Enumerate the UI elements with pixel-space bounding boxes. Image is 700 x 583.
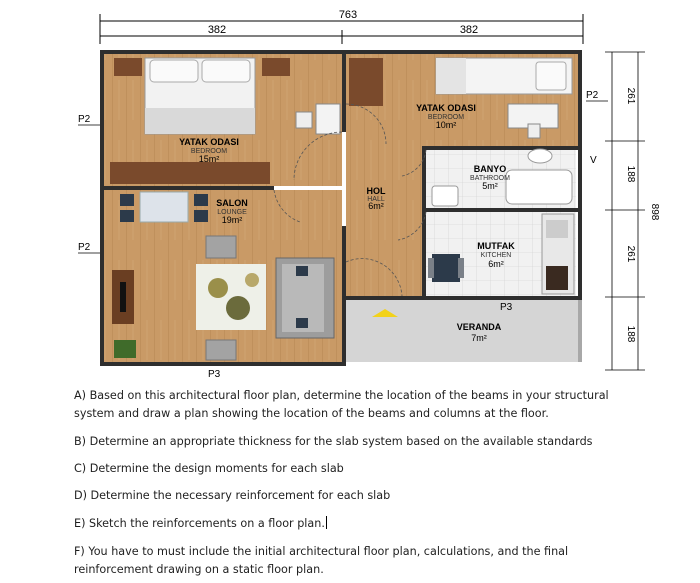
room-bathroom-area: 5m² [482, 181, 498, 191]
armchair [206, 236, 236, 258]
window-label-p2: P2 [78, 114, 91, 125]
veranda-edge [578, 300, 582, 362]
window-label-p3: P3 [500, 302, 513, 313]
right-dimension [605, 52, 645, 370]
plant [114, 340, 136, 358]
room-salon-area: 19m² [221, 215, 243, 225]
question-a: A) Based on this architectural floor plan, determine the location of the beams in your structural system and draw a plan showing the location of the beams and columns at the floor. [74, 389, 609, 420]
armchair [206, 340, 236, 360]
wardrobe [349, 58, 383, 106]
double-bed [145, 58, 255, 134]
room-bedroom-15-name: YATAK ODASI [179, 137, 239, 147]
nightstand [262, 58, 290, 76]
room-kitchen-name: MUTFAK [477, 241, 515, 251]
question-d: D) Determine the necessary reinforcement for each slab [74, 489, 391, 502]
room-hall-area: 6m² [368, 201, 384, 211]
room-bathroom-sub: BATHROOM [470, 175, 510, 182]
window-label-p2: P2 [78, 242, 91, 253]
dim-left: 382 [207, 24, 227, 36]
text-cursor [326, 516, 327, 529]
room-bedroom-15-area: 15m² [198, 154, 220, 164]
room-kitchen-area: 6m² [488, 259, 504, 269]
room-hall-name: HOL [366, 186, 386, 196]
room-salon-name: SALON [216, 198, 248, 208]
room-veranda-area: 7m² [471, 333, 487, 343]
room-hall-sub: HALL [367, 196, 385, 203]
dim-v-2: 188 [625, 165, 636, 183]
window-label-v: V [590, 155, 597, 166]
room-bedroom-10-sub: BEDROOM [427, 114, 465, 121]
dim-v-3: 261 [625, 245, 636, 263]
question-e-text: E) Sketch the reinforcements on a floor plan. [74, 517, 325, 530]
room-bedroom-15-sub: BEDROOM [190, 148, 228, 155]
room-kitchen-sub: KITCHEN [480, 252, 512, 259]
sofa [276, 258, 334, 338]
toilet [528, 149, 552, 163]
kitchen-counter [542, 214, 574, 294]
washbasin [432, 186, 458, 206]
room-salon-sub: LOUNGE [217, 209, 247, 216]
room-bedroom-10-name: YATAK ODASI [416, 103, 476, 113]
room-veranda-name: VERANDA [456, 322, 502, 332]
single-bed [436, 58, 572, 94]
question-e [74, 515, 614, 533]
room-bathroom-name: BANYO [473, 164, 507, 174]
dim-v-4: 188 [625, 325, 636, 343]
window-label-p3: P3 [208, 369, 221, 380]
dim-right: 382 [459, 24, 479, 36]
bathtub [506, 170, 572, 204]
window-label-p2: P2 [586, 90, 599, 101]
dim-total: 763 [338, 9, 358, 21]
room-bedroom-10-area: 10m² [435, 120, 457, 130]
hall-floor [346, 146, 422, 296]
question-c: C) Determine the design moments for each slab [74, 462, 344, 475]
rug [196, 264, 266, 330]
question-f: F) You have to must include the initial architectural floor plan, calculations, and the final reinforcement drawing on a static floor plan. [74, 545, 569, 576]
tv-unit [112, 270, 134, 324]
nightstand [114, 58, 142, 76]
kitchen-table [428, 254, 464, 282]
wardrobe [110, 162, 270, 184]
dim-v-total: 898 [649, 203, 660, 221]
dim-v-1: 261 [625, 87, 636, 105]
question-b: B) Determine an appropriate thickness for the slab system based on the available standards [74, 435, 593, 448]
